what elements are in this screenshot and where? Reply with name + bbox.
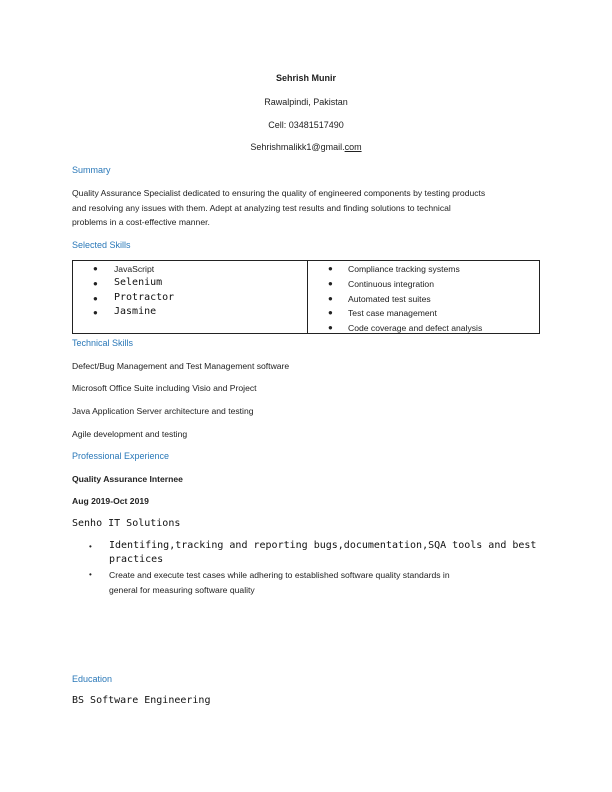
- bullet-icon: ●: [328, 294, 333, 303]
- skill-right-item: Continuous integration: [348, 279, 434, 289]
- technical-skill-item: Java Application Server architecture and testing: [72, 406, 254, 416]
- skill-left-item: Selenium: [114, 277, 163, 288]
- bullet-icon: ●: [328, 264, 333, 273]
- candidate-name: Sehrish Munir: [275, 73, 336, 83]
- summary-heading: Summary: [72, 165, 111, 175]
- summary-line-1: Quality Assurance Specialist dedicated to ensuring the quality of engineered components by testing products: [72, 188, 486, 198]
- skills-table-divider: [307, 261, 308, 333]
- email-domain: com: [344, 142, 362, 152]
- location: Rawalpindi, Pakistan: [264, 97, 348, 107]
- skill-right-item: Automated test suites: [348, 294, 431, 304]
- skill-right-item: Code coverage and defect analysis: [348, 323, 483, 333]
- selected-skills-heading: Selected Skills: [72, 240, 131, 250]
- summary-line-3: problems in a cost-effective manner.: [72, 217, 210, 227]
- technical-skill-item: Microsoft Office Suite including Visio and Project: [72, 383, 257, 393]
- degree: BS Software Engineering: [72, 695, 211, 706]
- technical-skills-heading: Technical Skills: [72, 338, 134, 348]
- skill-left-item: Jasmine: [114, 306, 157, 317]
- education-heading: Education: [72, 674, 113, 684]
- skill-left-item: Protractor: [114, 292, 175, 303]
- bullet-icon: ●: [93, 308, 98, 317]
- experience-bullet-1-line-1: Identifing,tracking and reporting bugs,documentation,SQA tools and best: [109, 540, 537, 551]
- bullet-icon: ●: [93, 294, 98, 303]
- technical-skill-item: Defect/Bug Management and Test Management software: [72, 361, 290, 371]
- bullet-icon: ●: [93, 264, 98, 273]
- bullet-icon: •: [89, 570, 92, 579]
- skills-table: [72, 260, 540, 334]
- experience-bullet-2-line-2: general for measuring software quality: [109, 585, 255, 595]
- skill-left-item: JavaScript: [114, 264, 155, 274]
- skill-right-item: Test case management: [348, 308, 437, 318]
- bullet-icon: ●: [328, 279, 333, 288]
- experience-bullet-2-line-1: Create and execute test cases while adhering to established software quality standards in: [109, 570, 450, 580]
- cell-phone: Cell: 03481517490: [268, 120, 344, 130]
- bullet-icon: ●: [93, 279, 98, 288]
- experience-bullet-1-line-2: practices: [109, 554, 164, 565]
- job-title: Quality Assurance Internee: [72, 474, 183, 484]
- skill-right-item: Compliance tracking systems: [348, 264, 460, 274]
- job-dates: Aug 2019-Oct 2019: [72, 496, 149, 506]
- technical-skill-item: Agile development and testing: [72, 429, 188, 439]
- bullet-icon: ●: [328, 323, 333, 332]
- email-user: Sehrishmalikk1@gmail.: [250, 142, 345, 152]
- summary-line-2: and resolving any issues with them. Adept at analyzing test results and finding solutions to technical: [72, 203, 451, 213]
- bullet-icon: •: [89, 542, 92, 551]
- experience-heading: Professional Experience: [72, 451, 170, 461]
- email[interactable]: [0, 142, 612, 152]
- bullet-icon: ●: [328, 308, 333, 317]
- company-name: Senho IT Solutions: [72, 518, 181, 529]
